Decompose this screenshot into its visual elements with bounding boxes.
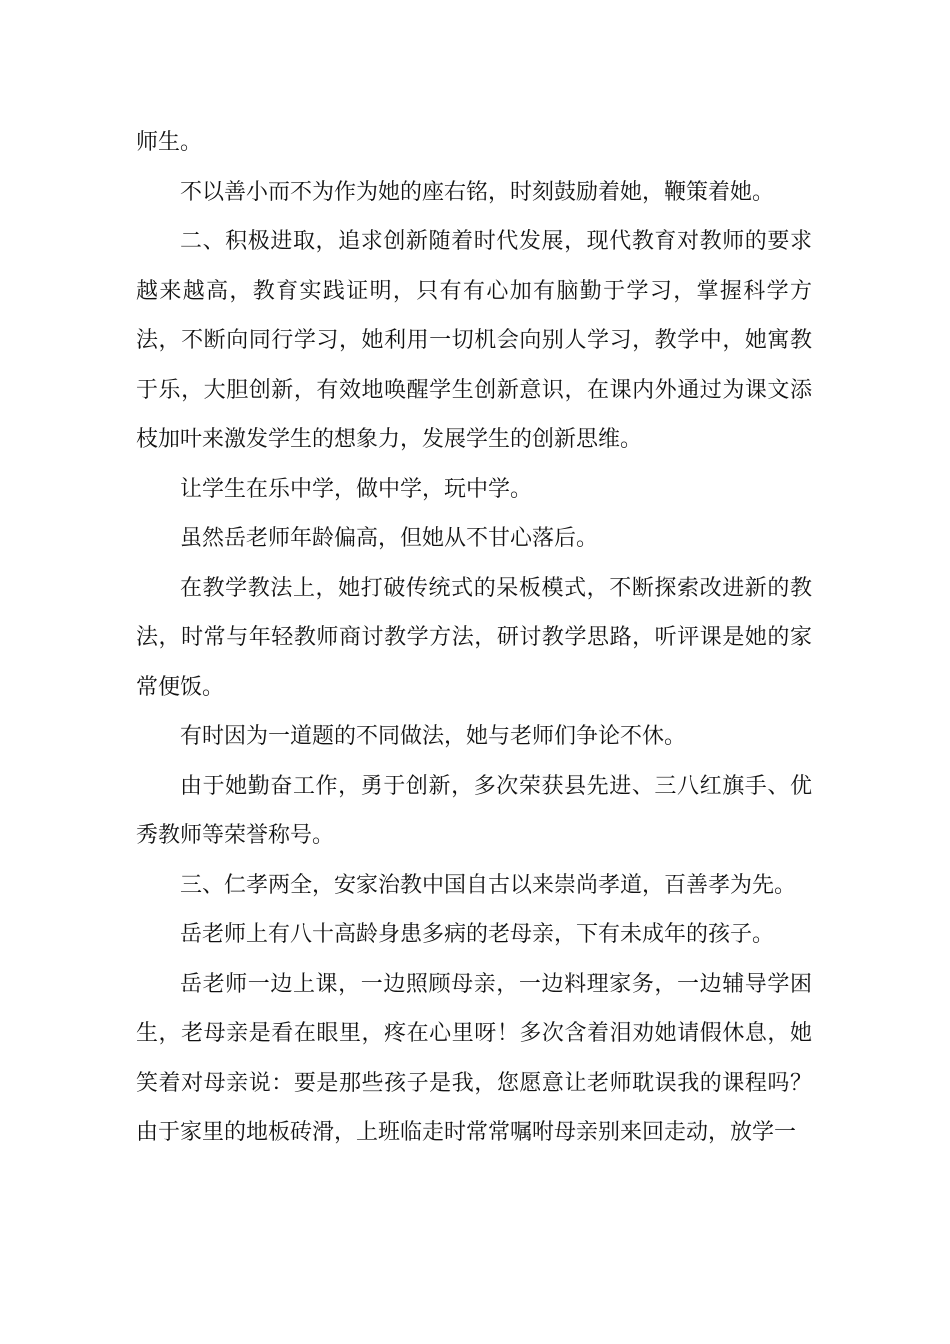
paragraph-10: 岳老师上有八十高龄身患多病的老母亲，下有未成年的孩子。 [180, 922, 775, 947]
paragraph-4: 让学生在乐中学，做中学，玩中学。 [180, 476, 533, 502]
body-text [136, 118, 812, 1158]
paragraph-3: 二、积极进取，追求创新随着时代发展，现代教育对教师的要求越来越高，教育实践证明，只有有心加有脑勤于学习，掌握科学方法，不断向同行学习，她利用一切机会向别人学习，教学中，她寓教于乐，大胆创新，有效地唤醒学生创新意识，在课内外通过为课文添枝加叶来激发学生的想象力，发展学生的创新思维。 [136, 229, 812, 452]
paragraph-11: 岳老师一边上课，一边照顾母亲，一边料理家务，一边辅导学困生，老母亲是看在眼里，疼在心里呀！多次含着泪劝她请假休息，她笑着对母亲说：要是那些孩子是我，您愿意让老师耽误我的课程吗？由于家里的地板砖滑，上班临走时常常嘱咐母亲别来回走动，放学一 [136, 971, 812, 1145]
paragraph-2: 不以善小而不为作为她的座右铭，时刻鼓励着她，鞭策着她。 [180, 179, 775, 205]
paragraph-8: 由于她勤奋工作，勇于创新，多次荣获县先进、三八红旗手、优秀教师等荣誉称号。 [136, 773, 812, 848]
paragraph-9: 三、仁孝两全，安家治教中国自古以来崇尚孝道，百善孝为先。 [180, 872, 797, 898]
paragraph-5: 虽然岳老师年龄偏高，但她从不甘心落后。 [180, 526, 599, 551]
paragraph-1: 师生。 [136, 130, 203, 155]
paragraph-7: 有时因为一道题的不同做法，她与老师们争论不休。 [180, 724, 687, 749]
paragraph-6: 在教学教法上，她打破传统式的呆板模式，不断探索改进新的教法，时常与年轻教师商讨教学方法，研讨教学思路，听评课是她的家常便饭。 [136, 575, 812, 700]
